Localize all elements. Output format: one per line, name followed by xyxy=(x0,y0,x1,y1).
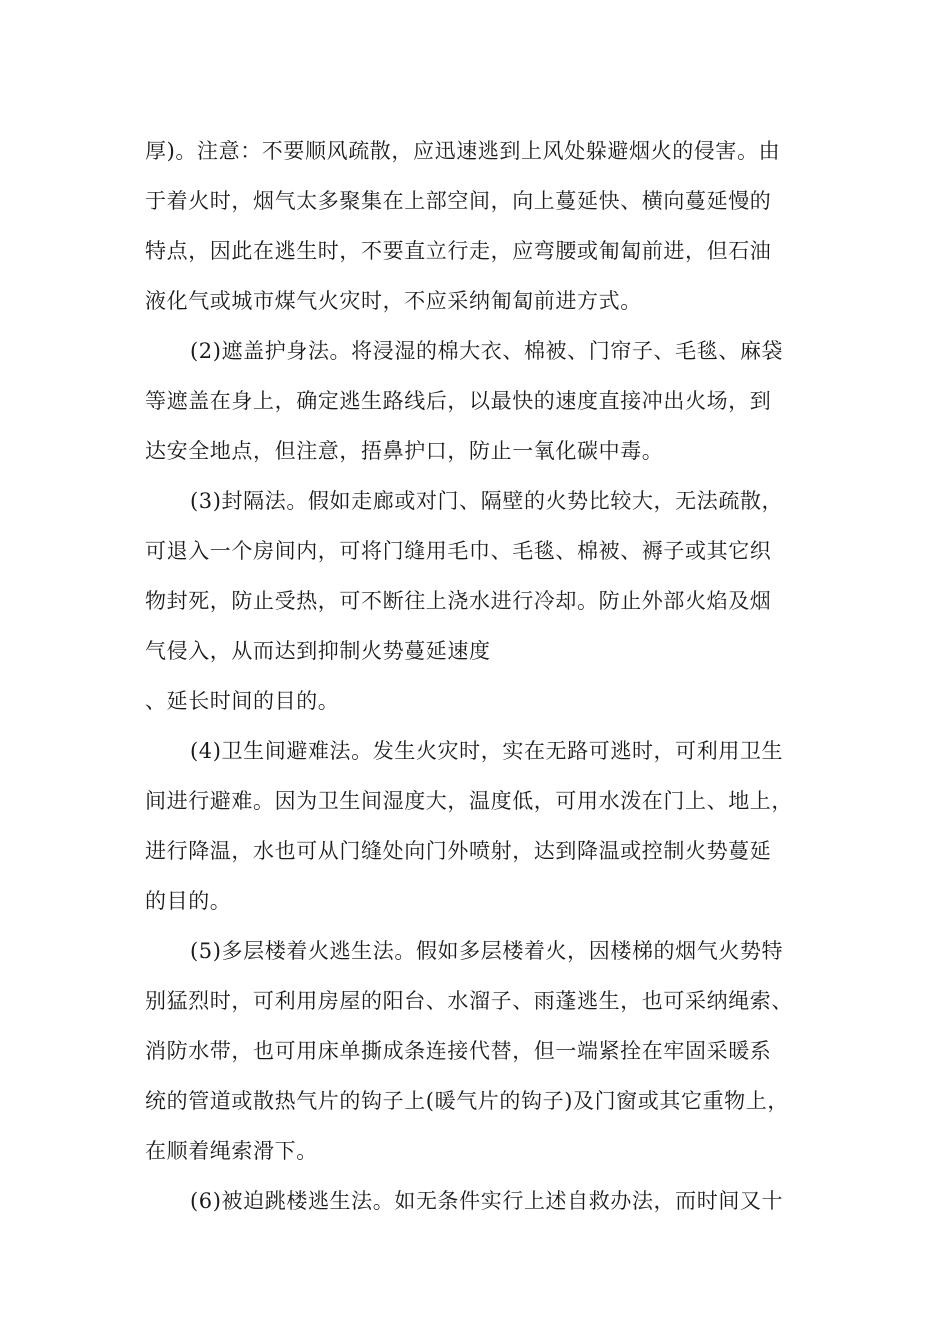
text-line: 间进行避难。因为卫生间湿度大，温度低，可用水泼在门上、地上， xyxy=(145,789,793,813)
text-line: 达安全地点，但注意，捂鼻护口，防止一氧化碳中毒。 xyxy=(145,439,664,463)
text-line: 厚)。注意：不要顺风疏散，应迅速逃到上风处躲避烟火的侵害。由 xyxy=(145,139,781,163)
text-line: 可退入一个房间内，可将门缝用毛巾、毛毯、棉被、褥子或其它织 xyxy=(145,539,772,563)
text-line: 物封死，防止受热，可不断往上浇水进行冷却。防止外部火焰及烟 xyxy=(145,589,772,613)
paragraph-4-start: (4)卫生间避难法。发生火灾时，实在无路可逃时，可利用卫生 xyxy=(190,739,784,763)
text-line: 、延长时间的目的。 xyxy=(145,689,340,713)
text-line: 气侵入，从而达到抑制火势蔓延速度 xyxy=(145,639,491,663)
text-line: 别猛烈时，可利用房屋的阳台、水溜子、雨蓬逃生，也可采纳绳索、 xyxy=(145,989,793,1013)
text-line: 消防水带，也可用床单撕成条连接代替，但一端紧拴在牢固采暖系 xyxy=(145,1039,772,1063)
paragraph-6-start: (6)被迫跳楼逃生法。如无条件实行上述自救办法，而时间又十 xyxy=(190,1189,784,1213)
text-line: 等遮盖在身上，确定逃生路线后，以最快的速度直接冲出火场，到 xyxy=(145,389,772,413)
text-line: 的目的。 xyxy=(145,889,232,913)
paragraph-5-start: (5)多层楼着火逃生法。假如多层楼着火，因楼梯的烟气火势特 xyxy=(190,939,784,963)
text-line: 统的管道或散热气片的钩子上(暖气片的钩子)及门窗或其它重物上， xyxy=(145,1089,789,1113)
paragraph-3-start: (3)封隔法。假如走廊或对门、隔壁的火势比较大，无法疏散， xyxy=(190,489,784,513)
text-line: 特点，因此在逃生时，不要直立行走，应弯腰或匍匐前进，但石油 xyxy=(145,239,772,263)
text-line: 在顺着绳索滑下。 xyxy=(145,1139,318,1163)
text-line: 于着火时，烟气太多聚集在上部空间，向上蔓延快、横向蔓延慢的 xyxy=(145,189,772,213)
paragraph-2-start: (2)遮盖护身法。将浸湿的棉大衣、棉被、门帘子、毛毯、麻袋 xyxy=(190,339,784,363)
text-line: 进行降温，水也可从门缝处向门外喷射，达到降温或控制火势蔓延 xyxy=(145,839,772,863)
text-line: 液化气或城市煤气火灾时，不应采纳匍匐前进方式。 xyxy=(145,289,642,313)
